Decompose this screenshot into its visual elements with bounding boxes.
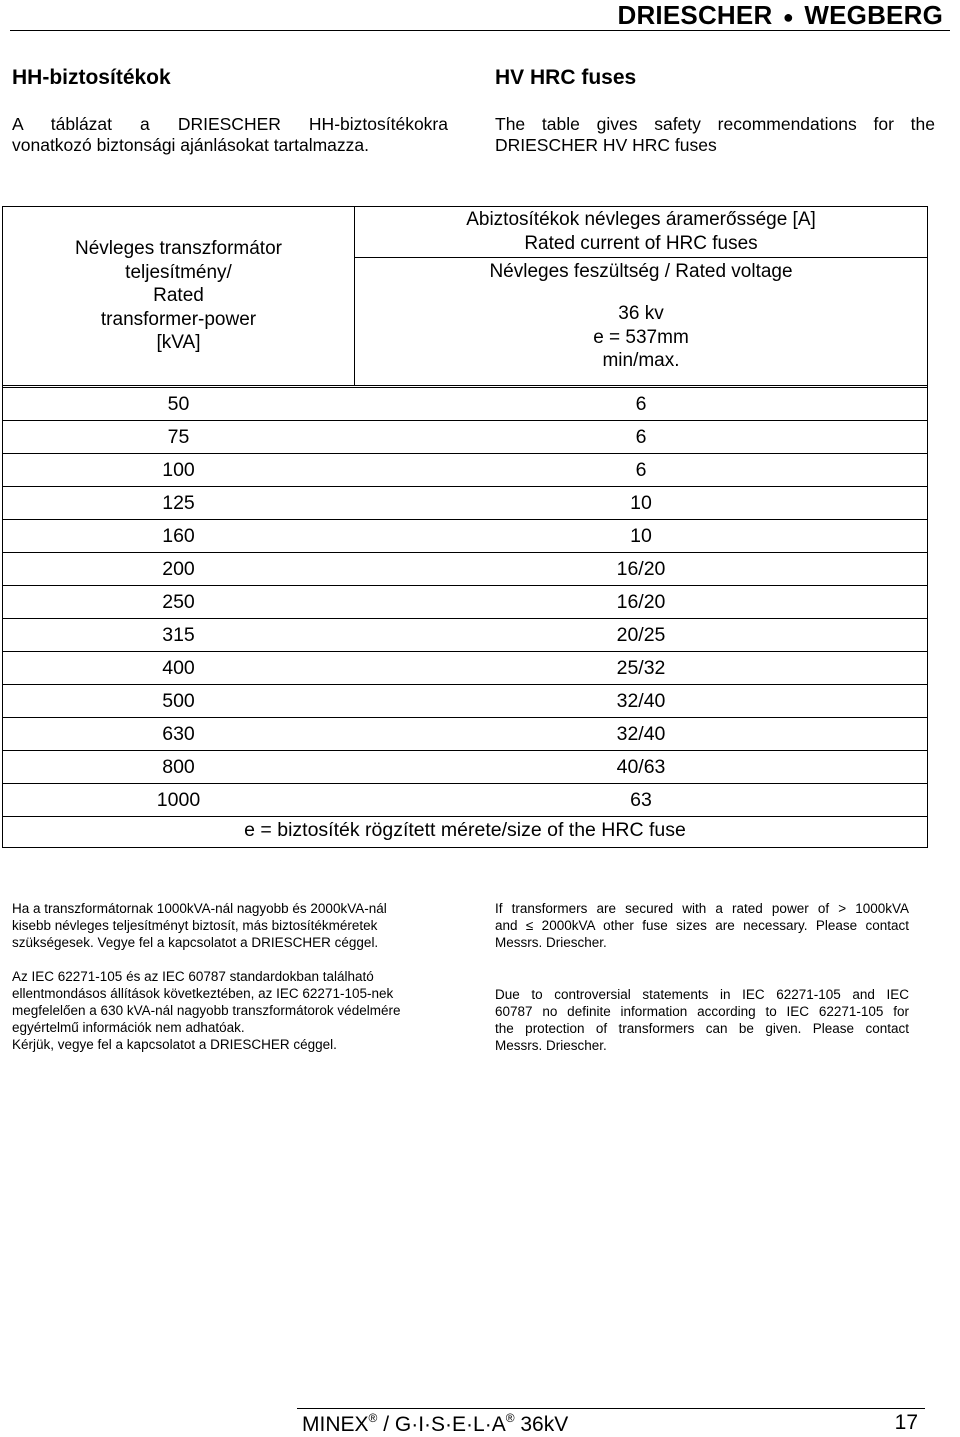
header-line: Rated current of HRC fuses	[524, 233, 758, 254]
amp-cell: 10	[630, 525, 652, 547]
amp-cell: 25/32	[616, 657, 666, 679]
header-line: Abiztosítékok névleges áramerőssége [A]	[466, 209, 816, 230]
kva-cell: 315	[162, 624, 195, 646]
row-divider	[3, 816, 927, 817]
kva-cell: 630	[162, 723, 195, 745]
table-row	[3, 618, 927, 651]
kva-cell: 400	[162, 657, 195, 679]
table-row	[3, 717, 927, 750]
en-intro-line: DRIESCHER HV HRC fuses	[495, 135, 717, 155]
hu-section-title: HH-biztosítékok	[12, 66, 171, 89]
table-row	[3, 453, 927, 486]
transformer-power-header	[3, 237, 354, 355]
table-row	[3, 783, 927, 816]
amp-cell: 16/20	[616, 558, 666, 580]
en-intro-text	[495, 114, 935, 156]
header-line: Névleges transzformátor	[75, 238, 282, 259]
note-line: ellentmondásos állítások következtében, az IEC 62271-105-nek	[12, 986, 394, 1001]
header-line: e = 537mm	[593, 327, 689, 348]
footer-divider	[297, 1408, 925, 1409]
header-line: transformer-power	[100, 308, 257, 330]
en-note-iec-standards	[495, 986, 909, 1054]
amp-cell: 16/20	[616, 591, 666, 613]
amp-cell: 6	[635, 426, 647, 448]
header-line: 36 kv	[618, 303, 664, 324]
page-number: 17	[894, 1411, 918, 1434]
kva-cell: 800	[162, 756, 195, 778]
fuse-recommendation-table	[2, 206, 928, 848]
header-row-divider	[3, 385, 927, 386]
hu-note-large-transformers	[12, 900, 452, 951]
footer-product-part: 36kV	[514, 1413, 569, 1436]
note-line: 60787 no definite information according to IEC 62271-105 for	[495, 1004, 909, 1019]
hu-intro-line: vonatkozó biztonsági ajánlásokat tartalmazza.	[12, 135, 370, 155]
hu-intro-line: A táblázat a DRIESCHER HH-biztosítékokra	[12, 114, 448, 134]
amp-cell: 6	[635, 459, 647, 481]
kva-cell: 500	[162, 690, 195, 712]
header-divider	[10, 30, 950, 31]
note-line: Messrs. Driescher.	[495, 935, 607, 950]
note-line: kisebb névleges teljesítményt biztosít, más biztosítékméretek	[12, 918, 378, 933]
brand-name: DRIESCHER	[617, 0, 773, 30]
brand-location: WEGBERG	[804, 0, 943, 30]
en-intro-line: The table gives safety recommendations for the	[495, 114, 935, 134]
en-section-title: HV HRC fuses	[495, 66, 637, 89]
note-line: If transformers are secured with a rated power of > 1000kVA	[495, 901, 909, 916]
table-row	[3, 651, 927, 684]
kva-cell: 160	[162, 525, 195, 547]
table-footnote: e = biztosíték rögzített mérete/size of the HRC fuse	[244, 819, 686, 841]
header-line: Rated	[153, 285, 204, 306]
table-row	[3, 585, 927, 618]
header-subdivider	[355, 257, 927, 258]
note-line: Kérjük, vegye fel a kapcsolatot a DRIESCHER céggel.	[12, 1037, 337, 1052]
header-line: [kVA]	[156, 332, 201, 353]
note-line: Ha a transzformátornak 1000kVA-nál nagyobb és 2000kVA-nál	[12, 901, 387, 916]
note-line: Messrs. Driescher.	[495, 1038, 607, 1053]
hu-note-iec-standards	[12, 968, 452, 1053]
kva-cell: 250	[162, 591, 195, 613]
registered-mark: ®	[505, 1411, 515, 1425]
note-line: szükségesek. Vegye fel a kapcsolatot a DRIESCHER céggel.	[12, 935, 379, 950]
amp-cell: 32/40	[616, 723, 666, 745]
bullet-icon: ●	[782, 6, 794, 27]
en-note-large-transformers	[495, 900, 909, 951]
amp-cell: 40/63	[616, 756, 666, 778]
amp-cell: 32/40	[616, 690, 666, 712]
table-row	[3, 519, 927, 552]
kva-cell: 125	[162, 492, 195, 514]
registered-mark: ®	[368, 1411, 378, 1425]
table-row	[3, 750, 927, 783]
table-row	[3, 387, 927, 420]
kva-cell: 200	[162, 558, 195, 580]
kva-cell: 75	[167, 426, 190, 448]
amp-cell: 20/25	[616, 624, 666, 646]
amp-cell: 10	[630, 492, 652, 514]
table-row	[3, 684, 927, 717]
amp-cell: 6	[635, 393, 647, 415]
table-row	[3, 552, 927, 585]
header-line: teljesítmény/	[125, 261, 232, 283]
kva-cell: 50	[167, 393, 190, 415]
table-row	[3, 420, 927, 453]
amp-cell: 63	[630, 789, 652, 811]
brand-header	[617, 0, 943, 31]
kva-cell: 100	[162, 459, 195, 481]
footer-product-name	[302, 1411, 568, 1437]
kva-cell: 1000	[156, 789, 201, 811]
header-line: Névleges feszültség / Rated voltage	[489, 261, 793, 282]
table-row	[3, 486, 927, 519]
header-line: min/max.	[602, 350, 680, 371]
note-line: egyértelmű információk nem adhatóak.	[12, 1020, 245, 1035]
note-line: Az IEC 62271-105 és az IEC 60787 standardokban található	[12, 969, 374, 984]
note-line: Due to controversial statements in IEC 62271-105 and IEC	[495, 987, 909, 1002]
hu-intro-text	[12, 114, 448, 156]
footer-product-part: MINEX	[302, 1413, 369, 1436]
note-line: the protection of transformers can be given. Please contact	[495, 1021, 909, 1036]
note-line: and ≤ 2000kVA other fuse sizes are necessary. Please contact	[495, 918, 909, 933]
footer-product-part: / G·I·S·E·L·A	[377, 1413, 506, 1436]
note-line: megfelelően a 630 kVA-nál nagyobb transzformátorok védelmére	[12, 1003, 401, 1018]
